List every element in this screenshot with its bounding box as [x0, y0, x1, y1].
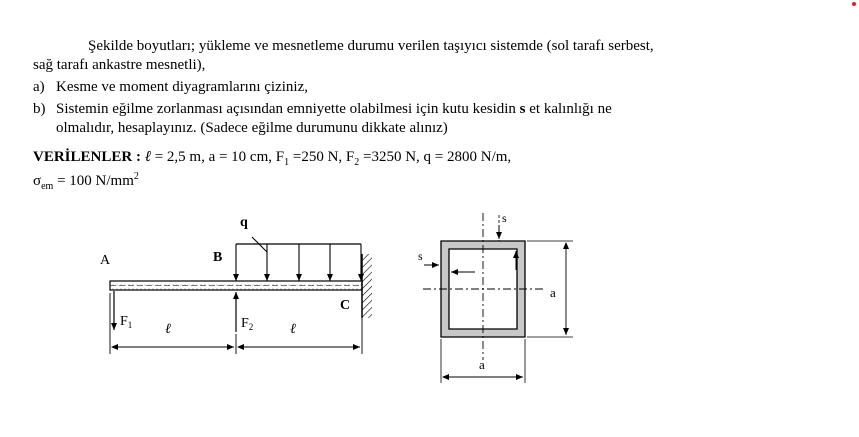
label-B: B [213, 250, 223, 265]
item-b-line-1-bold: s [519, 101, 526, 117]
beam-figure [100, 215, 372, 354]
box-section-figure [418, 211, 573, 383]
label-a-right: a [550, 285, 556, 300]
given-f1-value: =250 N, F [289, 149, 355, 165]
given-f2-sub: 2 [354, 157, 360, 168]
intro-line-2: sağ tarafı ankastre mesnetli), [33, 57, 206, 73]
dim-l-2: ℓ [290, 322, 296, 337]
label-F2: $F_2$ [241, 316, 254, 332]
dim-l-1: ℓ [165, 322, 171, 337]
intro-line-1: Şekilde boyutları; yükleme ve mesnetleme durumu verilen taşıyıcı sistemde (sol tarafı serbest, [88, 38, 654, 54]
given-f1-sub: 1 [284, 157, 290, 168]
label-F1: $F_1$ [120, 314, 133, 330]
fixed-support [362, 254, 372, 318]
item-b-line-1-pre: Sistemin eğilme zorlanması açısından emniyette olabilmesi için kutu kesidin [56, 101, 520, 117]
given-l-symbol: ℓ [144, 149, 151, 165]
given-sigma-sup: 2 [133, 171, 139, 182]
label-s-top: s [502, 211, 507, 225]
given-sigma-sub: em [41, 181, 54, 192]
item-a-text: Kesme ve moment diyagramlarını çiziniz, [56, 79, 308, 95]
given-heading: VERİLENLER : [33, 149, 141, 165]
label-q: q [240, 215, 248, 230]
given-sigma: σ [33, 173, 42, 189]
label-s-left: s [418, 249, 423, 263]
item-b-line-2: olmalıdır, hesaplayınız. (Sadece eğilme durumunu dikkate alınız) [56, 120, 448, 136]
distributed-load [236, 215, 361, 281]
label-a-bottom: a [479, 357, 485, 372]
given-f2-value: =3250 N, q = 2800 N/m, [359, 149, 512, 165]
label-A: A [100, 253, 111, 268]
given-l-value: = 2,5 m, a = 10 cm, F [150, 149, 285, 165]
item-b-marker: b) [33, 101, 46, 117]
label-C: C [340, 298, 351, 313]
item-a-marker: a) [33, 79, 45, 95]
item-b-line-1-post: et kalınlığı ne [525, 101, 612, 117]
given-sigma-value: = 100 N/mm [53, 173, 134, 189]
